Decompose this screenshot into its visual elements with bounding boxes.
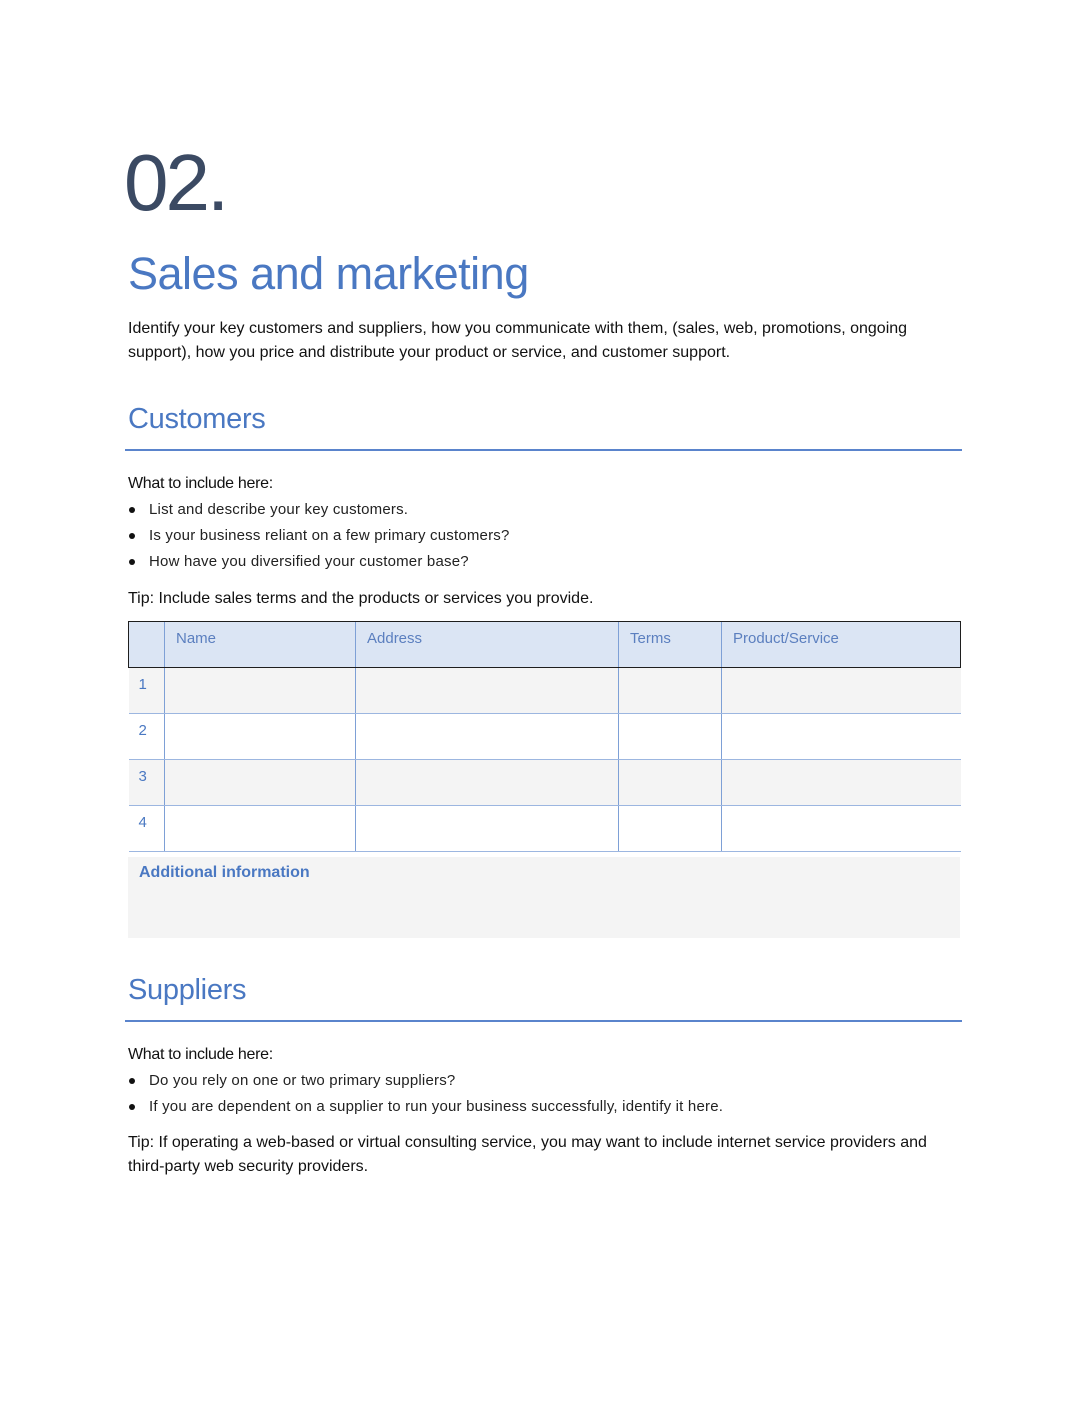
table-row [129, 806, 961, 852]
suppliers-include-label: What to include here: [128, 1046, 273, 1063]
customers-table [128, 621, 961, 852]
chapter-number: 02. [124, 138, 227, 227]
product-service-cell[interactable] [722, 806, 961, 852]
page-title: Sales and marketing [128, 248, 529, 299]
table-row [129, 760, 961, 806]
intro-paragraph: Identify your key customers and suppliers, how you communicate with them, (sales, web, promotions, ongoing support), how you price and distribute your product or service, and customer support. [128, 320, 908, 361]
terms-cell[interactable] [619, 806, 722, 852]
suppliers-tip: Tip: If operating a web-based or virtual consulting service, you may want to include internet service providers and third-party web security providers. [128, 1134, 927, 1175]
suppliers-divider [125, 1020, 962, 1022]
terms-cell[interactable] [619, 714, 722, 760]
name-cell[interactable] [165, 760, 356, 806]
suppliers-bullet-list [128, 1068, 723, 1120]
list-item: List and describe your key customers. [128, 497, 510, 523]
terms-cell[interactable] [619, 668, 722, 714]
product-service-cell[interactable] [722, 668, 961, 714]
address-cell[interactable] [356, 714, 619, 760]
row-number: 2 [129, 714, 165, 760]
column-header-address: Address [356, 622, 619, 668]
column-header-product-service: Product/Service [722, 622, 961, 668]
address-cell[interactable] [356, 668, 619, 714]
table-row [129, 714, 961, 760]
list-item: If you are dependent on a supplier to run your business successfully, identify it here. [128, 1094, 723, 1120]
list-item: Do you rely on one or two primary suppliers? [128, 1068, 723, 1094]
table-header-row [129, 622, 961, 668]
product-service-cell[interactable] [722, 760, 961, 806]
row-number: 4 [129, 806, 165, 852]
product-service-cell[interactable] [722, 714, 961, 760]
customers-bullet-list [128, 497, 510, 575]
customers-divider [125, 449, 962, 451]
row-number: 1 [129, 668, 165, 714]
column-header-name: Name [165, 622, 356, 668]
column-header-number [129, 622, 165, 668]
table-row [129, 668, 961, 714]
additional-information-field[interactable] [128, 857, 960, 938]
column-header-terms: Terms [619, 622, 722, 668]
customers-heading: Customers [128, 403, 266, 435]
name-cell[interactable] [165, 668, 356, 714]
row-number: 3 [129, 760, 165, 806]
address-cell[interactable] [356, 760, 619, 806]
list-item: How have you diversified your customer base? [128, 549, 510, 575]
name-cell[interactable] [165, 806, 356, 852]
terms-cell[interactable] [619, 760, 722, 806]
customers-include-label: What to include here: [128, 475, 273, 492]
list-item: Is your business reliant on a few primary customers? [128, 523, 510, 549]
additional-information-label: Additional information [139, 864, 310, 881]
address-cell[interactable] [356, 806, 619, 852]
suppliers-heading: Suppliers [128, 974, 247, 1006]
customers-tip: Tip: Include sales terms and the products or services you provide. [128, 590, 594, 607]
name-cell[interactable] [165, 714, 356, 760]
